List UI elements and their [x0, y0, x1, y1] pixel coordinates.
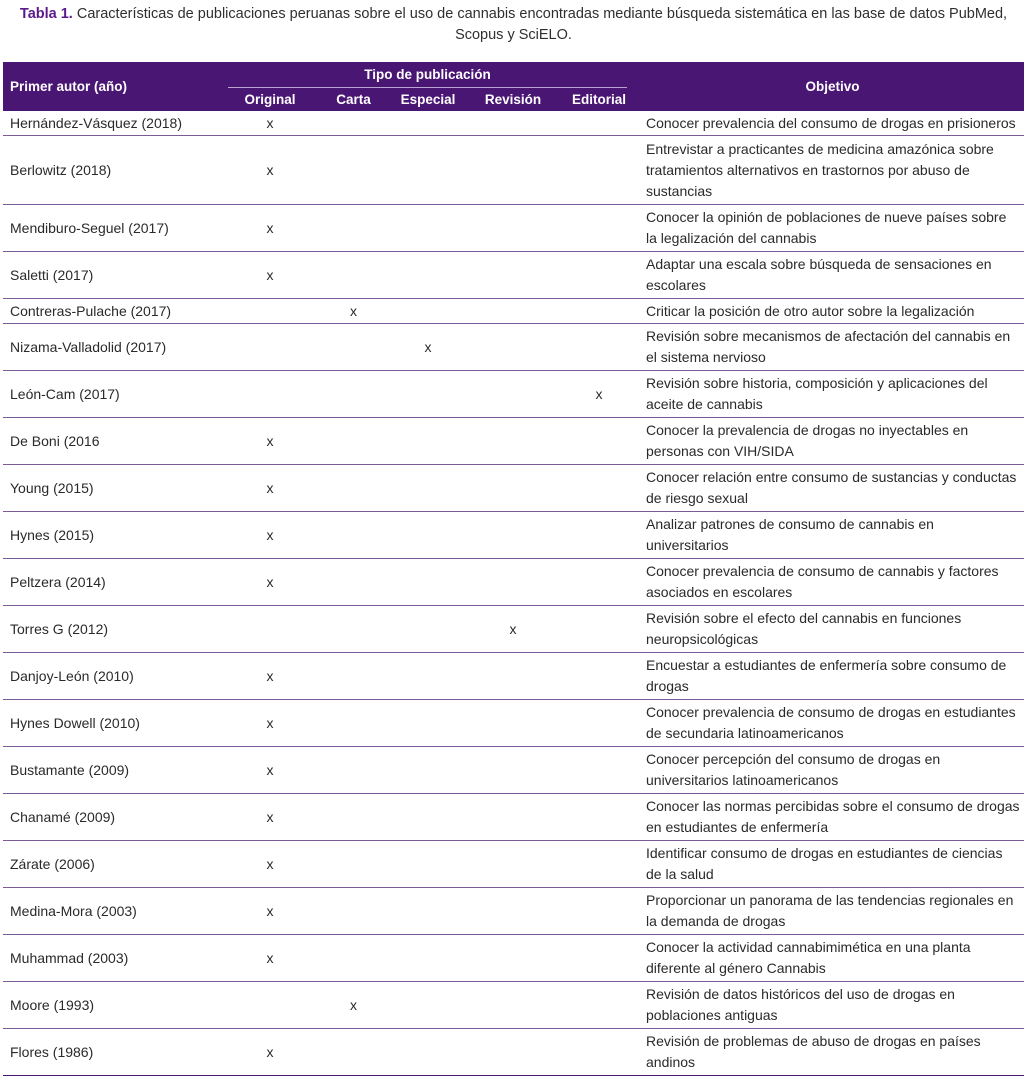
cell-type-mark: x — [320, 982, 387, 1029]
cell-type-mark — [320, 512, 387, 559]
cell-type-mark — [469, 794, 557, 841]
cell-type-mark — [320, 888, 387, 935]
cell-type-mark — [557, 418, 641, 465]
publications-table — [3, 62, 1024, 1076]
cell-type-mark — [320, 205, 387, 252]
cell-type-mark — [387, 1029, 469, 1076]
cell-type-mark — [557, 111, 641, 136]
table-row — [3, 324, 1024, 371]
cell-type-mark — [557, 205, 641, 252]
header-objective: Objetivo — [641, 62, 1024, 111]
cell-type-mark — [469, 465, 557, 512]
cell-objective: Revisión sobre el efecto del cannabis en funciones neuropsicológicas — [641, 606, 1024, 653]
cell-type-mark — [469, 371, 557, 418]
cell-type-mark — [320, 136, 387, 205]
table-header — [3, 62, 1024, 111]
cell-type-mark — [320, 794, 387, 841]
cell-objective: Conocer prevalencia de consumo de cannabis y factores asociados en escolares — [641, 559, 1024, 606]
cell-objective: Conocer prevalencia de consumo de drogas en estudiantes de secundaria latinoamericanos — [641, 700, 1024, 747]
cell-objective: Revisión sobre historia, composición y aplicaciones del aceite de cannabis — [641, 371, 1024, 418]
cell-type-mark — [469, 841, 557, 888]
cell-type-mark — [387, 653, 469, 700]
cell-type-mark — [557, 935, 641, 982]
cell-objective: Encuestar a estudiantes de enfermería sobre consumo de drogas — [641, 653, 1024, 700]
table-row — [3, 606, 1024, 653]
cell-type-mark — [557, 299, 641, 324]
table-row — [3, 653, 1024, 700]
cell-type-mark — [469, 324, 557, 371]
cell-type-mark — [220, 606, 320, 653]
cell-type-mark — [387, 841, 469, 888]
cell-type-mark — [469, 418, 557, 465]
cell-objective: Entrevistar a practicantes de medicina amazónica sobre tratamientos alternativos en trastornos por abuso de sustancias — [641, 136, 1024, 205]
cell-type-mark: x — [220, 700, 320, 747]
table-row — [3, 794, 1024, 841]
header-type-carta: Carta — [320, 88, 387, 111]
cell-type-mark — [320, 252, 387, 299]
cell-type-mark — [557, 794, 641, 841]
cell-author: Berlowitz (2018) — [3, 136, 220, 205]
cell-author: León-Cam (2017) — [3, 371, 220, 418]
cell-type-mark — [387, 418, 469, 465]
cell-author: Medina-Mora (2003) — [3, 888, 220, 935]
cell-type-mark: x — [220, 205, 320, 252]
cell-type-mark — [557, 982, 641, 1029]
cell-type-mark — [387, 465, 469, 512]
cell-objective: Conocer la opinión de poblaciones de nueve países sobre la legalización del cannabis — [641, 205, 1024, 252]
table-body — [3, 111, 1024, 1076]
cell-type-mark — [387, 606, 469, 653]
cell-author: Moore (1993) — [3, 982, 220, 1029]
cell-objective: Conocer percepción del consumo de drogas en universitarios latinoamericanos — [641, 747, 1024, 794]
cell-type-mark — [220, 324, 320, 371]
cell-type-mark — [557, 653, 641, 700]
cell-type-mark — [320, 371, 387, 418]
cell-objective: Conocer la prevalencia de drogas no inyectables en personas con VIH/SIDA — [641, 418, 1024, 465]
table-row — [3, 747, 1024, 794]
cell-type-mark — [320, 465, 387, 512]
cell-type-mark — [387, 935, 469, 982]
cell-type-mark — [320, 418, 387, 465]
header-type-revision: Revisión — [469, 88, 557, 111]
cell-type-mark: x — [220, 136, 320, 205]
cell-type-mark — [320, 559, 387, 606]
cell-type-mark — [469, 747, 557, 794]
cell-objective: Identificar consumo de drogas en estudiantes de ciencias de la salud — [641, 841, 1024, 888]
header-type-editorial: Editorial — [557, 88, 641, 111]
cell-type-mark — [220, 982, 320, 1029]
cell-type-mark — [469, 982, 557, 1029]
table-row — [3, 205, 1024, 252]
table-row — [3, 935, 1024, 982]
cell-type-mark — [469, 1029, 557, 1076]
cell-type-mark — [469, 653, 557, 700]
cell-type-mark — [557, 606, 641, 653]
cell-type-mark — [469, 888, 557, 935]
table-row — [3, 252, 1024, 299]
cell-type-mark: x — [220, 747, 320, 794]
cell-type-mark — [557, 1029, 641, 1076]
cell-type-mark — [387, 888, 469, 935]
cell-type-mark — [320, 935, 387, 982]
cell-author: Bustamante (2009) — [3, 747, 220, 794]
cell-author: Zárate (2006) — [3, 841, 220, 888]
cell-type-mark — [387, 205, 469, 252]
header-type-original: Original — [220, 88, 320, 111]
cell-type-mark — [557, 512, 641, 559]
cell-type-mark — [557, 136, 641, 205]
cell-type-mark — [387, 111, 469, 136]
table-row — [3, 700, 1024, 747]
cell-type-mark — [387, 982, 469, 1029]
table-caption — [0, 4, 1027, 46]
cell-type-mark — [469, 205, 557, 252]
cell-type-mark — [557, 324, 641, 371]
cell-type-mark — [469, 559, 557, 606]
cell-type-mark: x — [220, 1029, 320, 1076]
cell-author: Mendiburo-Seguel (2017) — [3, 205, 220, 252]
cell-objective: Revisión de problemas de abuso de drogas en países andinos — [641, 1029, 1024, 1076]
table-row — [3, 1029, 1024, 1076]
caption-label: Tabla 1. — [19, 6, 73, 22]
cell-objective: Proporcionar un panorama de las tendencias regionales en la demanda de drogas — [641, 888, 1024, 935]
cell-type-mark — [320, 841, 387, 888]
cell-type-mark — [220, 371, 320, 418]
cell-type-mark — [320, 111, 387, 136]
cell-type-mark — [469, 136, 557, 205]
cell-author: De Boni (2016 — [3, 418, 220, 465]
cell-author: Flores (1986) — [3, 1029, 220, 1076]
table-row — [3, 982, 1024, 1029]
cell-author: Torres G (2012) — [3, 606, 220, 653]
cell-type-mark — [557, 841, 641, 888]
cell-type-mark — [469, 111, 557, 136]
cell-objective: Analizar patrones de consumo de cannabis en universitarios — [641, 512, 1024, 559]
cell-author: Young (2015) — [3, 465, 220, 512]
cell-type-mark: x — [220, 559, 320, 606]
cell-type-mark — [387, 252, 469, 299]
table-row — [3, 418, 1024, 465]
cell-type-mark — [557, 252, 641, 299]
cell-type-mark — [557, 888, 641, 935]
cell-author: Danjoy-León (2010) — [3, 653, 220, 700]
cell-type-mark: x — [220, 512, 320, 559]
cell-type-mark: x — [387, 324, 469, 371]
cell-type-mark — [557, 700, 641, 747]
cell-type-mark — [387, 700, 469, 747]
header-type-especial: Especial — [387, 88, 469, 111]
cell-objective: Conocer prevalencia del consumo de drogas en prisioneros — [641, 111, 1024, 136]
table-row — [3, 136, 1024, 205]
cell-type-mark — [387, 371, 469, 418]
cell-type-mark: x — [220, 794, 320, 841]
cell-type-mark — [387, 512, 469, 559]
cell-objective: Revisión sobre mecanismos de afectación del cannabis en el sistema nervioso — [641, 324, 1024, 371]
table-row — [3, 841, 1024, 888]
cell-type-mark: x — [220, 252, 320, 299]
header-type-group-label: Tipo de publicación — [228, 66, 627, 88]
cell-type-mark: x — [320, 299, 387, 324]
cell-author: Hynes Dowell (2010) — [3, 700, 220, 747]
cell-type-mark — [387, 559, 469, 606]
cell-type-mark — [220, 299, 320, 324]
cell-type-mark: x — [220, 653, 320, 700]
table-row — [3, 371, 1024, 418]
cell-type-mark — [469, 935, 557, 982]
table-row — [3, 299, 1024, 324]
cell-objective: Conocer la actividad cannabimimética en una planta diferente al género Cannabis — [641, 935, 1024, 982]
cell-author: Muhammad (2003) — [3, 935, 220, 982]
cell-author: Contreras-Pulache (2017) — [3, 299, 220, 324]
cell-type-mark — [557, 465, 641, 512]
cell-type-mark — [469, 512, 557, 559]
cell-objective: Conocer relación entre consumo de sustancias y conductas de riesgo sexual — [641, 465, 1024, 512]
cell-objective: Revisión de datos históricos del uso de drogas en poblaciones antiguas — [641, 982, 1024, 1029]
table-row — [3, 111, 1024, 136]
cell-type-mark — [387, 794, 469, 841]
cell-type-mark — [557, 747, 641, 794]
cell-type-mark: x — [220, 888, 320, 935]
cell-author: Chanamé (2009) — [3, 794, 220, 841]
cell-type-mark — [469, 299, 557, 324]
table-row — [3, 512, 1024, 559]
cell-objective: Adaptar una escala sobre búsqueda de sensaciones en escolares — [641, 252, 1024, 299]
cell-type-mark — [320, 606, 387, 653]
cell-type-mark: x — [220, 935, 320, 982]
cell-type-mark: x — [220, 465, 320, 512]
cell-author: Saletti (2017) — [3, 252, 220, 299]
cell-author: Hernández-Vásquez (2018) — [3, 111, 220, 136]
cell-type-mark — [320, 747, 387, 794]
cell-type-mark: x — [557, 371, 641, 418]
table-row — [3, 888, 1024, 935]
cell-type-mark: x — [469, 606, 557, 653]
cell-type-mark — [469, 252, 557, 299]
cell-type-mark — [320, 653, 387, 700]
cell-type-mark: x — [220, 418, 320, 465]
table-row — [3, 465, 1024, 512]
cell-type-mark — [320, 324, 387, 371]
cell-type-mark — [320, 1029, 387, 1076]
cell-type-mark — [387, 136, 469, 205]
cell-type-mark — [387, 747, 469, 794]
cell-author: Peltzera (2014) — [3, 559, 220, 606]
cell-objective: Conocer las normas percibidas sobre el consumo de drogas en estudiantes de enfermería — [641, 794, 1024, 841]
cell-type-mark: x — [220, 111, 320, 136]
cell-author: Hynes (2015) — [3, 512, 220, 559]
caption-text: Características de publicaciones peruanas sobre el uso de cannabis encontradas mediante búsqueda sistemática en las base de datos PubMed, Scopus y SciELO. — [76, 6, 1008, 43]
cell-type-mark — [387, 299, 469, 324]
cell-type-mark — [557, 559, 641, 606]
header-author: Primer autor (año) — [3, 62, 220, 111]
cell-author: Nizama-Valladolid (2017) — [3, 324, 220, 371]
cell-objective: Criticar la posición de otro autor sobre la legalización — [641, 299, 1024, 324]
cell-type-mark: x — [220, 841, 320, 888]
header-type-group — [220, 62, 641, 88]
cell-type-mark — [320, 700, 387, 747]
cell-type-mark — [469, 700, 557, 747]
table-row — [3, 559, 1024, 606]
